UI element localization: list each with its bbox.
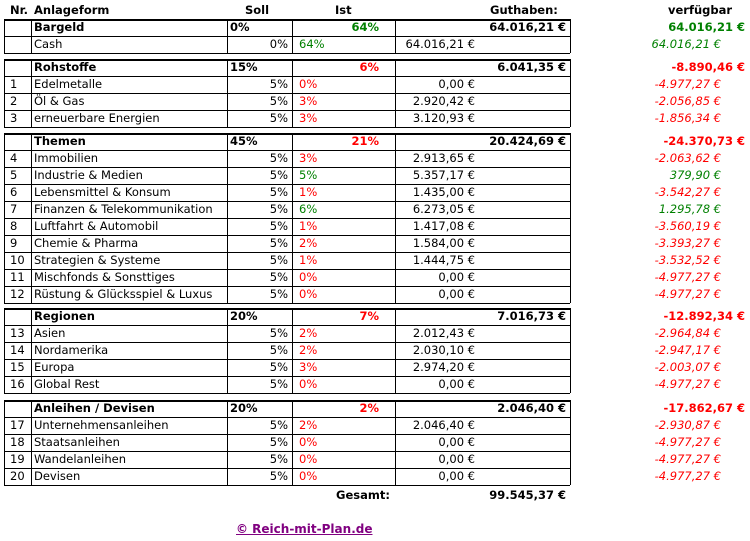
group-row bbox=[0, 59, 750, 76]
item-guthaben: 1.435,00 € bbox=[412, 185, 475, 199]
item-verfuegbar: -4.977,27 € bbox=[654, 452, 721, 466]
item-soll: 5% bbox=[269, 111, 288, 125]
item-soll: 5% bbox=[269, 77, 288, 91]
item-soll: 5% bbox=[269, 94, 288, 108]
item-verfuegbar: -3.393,27 € bbox=[654, 236, 721, 250]
item-nr: 11 bbox=[10, 270, 25, 284]
item-row bbox=[0, 325, 750, 342]
item-name: Devisen bbox=[34, 469, 81, 483]
item-ist: 1% bbox=[299, 185, 318, 199]
item-soll: 5% bbox=[269, 343, 288, 357]
group-verfuegbar: -12.892,34 € bbox=[663, 309, 745, 323]
item-verfuegbar: -3.560,19 € bbox=[654, 219, 721, 233]
item-nr: 2 bbox=[10, 94, 18, 108]
header-nr: Nr. bbox=[10, 3, 29, 17]
item-name: Staatsanleihen bbox=[34, 435, 120, 449]
item-nr: 10 bbox=[10, 253, 25, 267]
group-bottom-border bbox=[4, 303, 570, 304]
item-ist: 2% bbox=[299, 326, 318, 340]
item-ist: 0% bbox=[299, 270, 318, 284]
item-row bbox=[0, 252, 750, 269]
item-ist: 3% bbox=[299, 151, 318, 165]
item-soll: 5% bbox=[269, 435, 288, 449]
item-guthaben: 0,00 € bbox=[438, 452, 475, 466]
item-ist: 3% bbox=[299, 360, 318, 374]
group-soll: 20% bbox=[230, 309, 258, 323]
item-row bbox=[0, 218, 750, 235]
item-nr: 3 bbox=[10, 111, 18, 125]
group-bottom-border bbox=[4, 485, 570, 486]
item-nr: 5 bbox=[10, 168, 18, 182]
item-nr: 15 bbox=[10, 360, 25, 374]
item-name: Industrie & Medien bbox=[34, 168, 143, 182]
item-name: Global Rest bbox=[34, 377, 100, 391]
item-name: Finanzen & Telekommunikation bbox=[34, 202, 213, 216]
group-verfuegbar: 64.016,21 € bbox=[668, 20, 745, 34]
item-nr: 14 bbox=[10, 343, 25, 357]
item-name: Strategien & Systeme bbox=[34, 253, 161, 267]
group-row bbox=[0, 133, 750, 150]
item-verfuegbar: -2.003,07 € bbox=[654, 360, 721, 374]
item-name: Europa bbox=[34, 360, 75, 374]
group-guthaben: 7.016,73 € bbox=[497, 309, 566, 323]
item-guthaben: 0,00 € bbox=[438, 435, 475, 449]
item-soll: 5% bbox=[269, 452, 288, 466]
item-guthaben: 2.913,65 € bbox=[412, 151, 475, 165]
item-soll: 5% bbox=[269, 377, 288, 391]
item-nr: 9 bbox=[10, 236, 18, 250]
item-name: Öl & Gas bbox=[34, 94, 85, 108]
item-verfuegbar: -2.063,62 € bbox=[654, 151, 721, 165]
item-nr: 16 bbox=[10, 377, 25, 391]
item-ist: 0% bbox=[299, 377, 318, 391]
item-verfuegbar: -4.977,27 € bbox=[654, 77, 721, 91]
item-soll: 5% bbox=[269, 326, 288, 340]
item-row bbox=[0, 269, 750, 286]
item-ist: 6% bbox=[299, 202, 318, 216]
item-name: Mischfonds & Sonsttiges bbox=[34, 270, 175, 284]
item-verfuegbar: 379,90 € bbox=[669, 168, 721, 182]
item-verfuegbar: -1.856,34 € bbox=[654, 111, 721, 125]
item-guthaben: 2.030,10 € bbox=[412, 343, 475, 357]
item-guthaben: 0,00 € bbox=[438, 469, 475, 483]
group-ist: 2% bbox=[359, 401, 379, 415]
header-row bbox=[0, 2, 750, 19]
item-row bbox=[0, 434, 750, 451]
group-bottom-border bbox=[4, 393, 570, 394]
item-nr: 12 bbox=[10, 287, 25, 301]
item-row bbox=[0, 93, 750, 110]
item-verfuegbar: 64.016,21 € bbox=[651, 37, 721, 51]
item-row bbox=[0, 417, 750, 434]
item-soll: 5% bbox=[269, 185, 288, 199]
item-ist: 1% bbox=[299, 253, 318, 267]
item-guthaben: 2.046,40 € bbox=[412, 418, 475, 432]
header-guthaben: Guthaben: bbox=[490, 3, 558, 17]
group-bottom-border bbox=[4, 53, 570, 54]
item-row bbox=[0, 167, 750, 184]
item-verfuegbar: -4.977,27 € bbox=[654, 435, 721, 449]
item-ist: 64% bbox=[299, 37, 325, 51]
item-guthaben: 1.444,75 € bbox=[412, 253, 475, 267]
item-row bbox=[0, 201, 750, 218]
group-row bbox=[0, 308, 750, 325]
item-name: Luftfahrt & Automobil bbox=[34, 219, 159, 233]
item-verfuegbar: -4.977,27 € bbox=[654, 270, 721, 284]
item-nr: 13 bbox=[10, 326, 25, 340]
item-guthaben: 1.584,00 € bbox=[412, 236, 475, 250]
group-bottom-border bbox=[4, 127, 570, 128]
item-name: erneuerbare Energien bbox=[34, 111, 160, 125]
item-verfuegbar: 1.295,78 € bbox=[658, 202, 721, 216]
item-nr bbox=[10, 36, 32, 53]
item-verfuegbar: -2.930,87 € bbox=[654, 418, 721, 432]
group-guthaben: 2.046,40 € bbox=[497, 401, 566, 415]
item-soll: 5% bbox=[269, 236, 288, 250]
group-name: Bargeld bbox=[34, 20, 85, 34]
total-label: Gesamt: bbox=[336, 488, 390, 502]
item-soll: 5% bbox=[269, 360, 288, 374]
group-ist: 21% bbox=[351, 134, 379, 148]
item-verfuegbar: -2.964,84 € bbox=[654, 326, 721, 340]
item-nr: 6 bbox=[10, 185, 18, 199]
group-name: Anleihen / Devisen bbox=[34, 401, 155, 415]
item-nr: 7 bbox=[10, 202, 18, 216]
item-guthaben: 1.417,08 € bbox=[412, 219, 475, 233]
group-ist: 7% bbox=[359, 309, 379, 323]
item-row bbox=[0, 451, 750, 468]
item-verfuegbar: -4.977,27 € bbox=[654, 469, 721, 483]
item-name: Immobilien bbox=[34, 151, 99, 165]
item-soll: 5% bbox=[269, 219, 288, 233]
header-verfuegbar: verfügbar bbox=[668, 3, 733, 17]
item-name: Edelmetalle bbox=[34, 77, 103, 91]
footer-link[interactable]: © Reich-mit-Plan.de bbox=[236, 522, 373, 536]
item-ist: 2% bbox=[299, 343, 318, 357]
item-name: Unternehmensanleihen bbox=[34, 418, 169, 432]
item-row bbox=[0, 342, 750, 359]
item-ist: 2% bbox=[299, 236, 318, 250]
item-guthaben: 2.012,43 € bbox=[412, 326, 475, 340]
item-row bbox=[0, 235, 750, 252]
item-nr: 18 bbox=[10, 435, 25, 449]
item-nr: 1 bbox=[10, 77, 18, 91]
item-guthaben: 0,00 € bbox=[438, 377, 475, 391]
item-row bbox=[0, 110, 750, 127]
item-soll: 5% bbox=[269, 469, 288, 483]
item-nr: 8 bbox=[10, 219, 18, 233]
item-name: Chemie & Pharma bbox=[34, 236, 139, 250]
item-verfuegbar: -4.977,27 € bbox=[654, 287, 721, 301]
item-soll: 5% bbox=[269, 168, 288, 182]
group-verfuegbar: -24.370,73 € bbox=[663, 134, 745, 148]
item-row bbox=[0, 150, 750, 167]
item-ist: 3% bbox=[299, 111, 318, 125]
group-ist: 64% bbox=[351, 20, 379, 34]
group-guthaben: 6.041,35 € bbox=[497, 60, 566, 74]
item-ist: 0% bbox=[299, 452, 318, 466]
item-nr: 4 bbox=[10, 151, 18, 165]
item-soll: 5% bbox=[269, 202, 288, 216]
header-ist: Ist bbox=[335, 3, 352, 17]
item-guthaben: 6.273,05 € bbox=[412, 202, 475, 216]
item-soll: 0% bbox=[269, 37, 288, 51]
item-row bbox=[0, 376, 750, 393]
item-row bbox=[0, 468, 750, 485]
group-guthaben: 20.424,69 € bbox=[489, 134, 566, 148]
item-ist: 0% bbox=[299, 287, 318, 301]
group-ist: 6% bbox=[359, 60, 379, 74]
group-verfuegbar: -17.862,67 € bbox=[663, 401, 745, 415]
group-name: Regionen bbox=[34, 309, 95, 323]
item-name: Rüstung & Glücksspiel & Luxus bbox=[34, 287, 213, 301]
item-nr: 20 bbox=[10, 469, 25, 483]
group-guthaben: 64.016,21 € bbox=[489, 20, 566, 34]
total-row bbox=[0, 487, 750, 504]
item-row bbox=[0, 36, 750, 53]
item-ist: 1% bbox=[299, 219, 318, 233]
group-row bbox=[0, 19, 750, 36]
item-guthaben: 64.016,21 € bbox=[405, 37, 475, 51]
item-verfuegbar: -2.056,85 € bbox=[654, 94, 721, 108]
item-soll: 5% bbox=[269, 287, 288, 301]
item-verfuegbar: -3.532,52 € bbox=[654, 253, 721, 267]
item-ist: 0% bbox=[299, 435, 318, 449]
item-guthaben: 5.357,17 € bbox=[412, 168, 475, 182]
item-guthaben: 0,00 € bbox=[438, 270, 475, 284]
header-anlageform: Anlageform bbox=[34, 3, 110, 17]
item-ist: 3% bbox=[299, 94, 318, 108]
item-soll: 5% bbox=[269, 253, 288, 267]
item-verfuegbar: -2.947,17 € bbox=[654, 343, 721, 357]
group-soll: 20% bbox=[230, 401, 258, 415]
item-ist: 2% bbox=[299, 418, 318, 432]
item-name: Asien bbox=[34, 326, 66, 340]
item-guthaben: 0,00 € bbox=[438, 77, 475, 91]
item-soll: 5% bbox=[269, 151, 288, 165]
item-ist: 5% bbox=[299, 168, 318, 182]
item-row bbox=[0, 359, 750, 376]
item-name: Cash bbox=[34, 37, 63, 51]
item-soll: 5% bbox=[269, 270, 288, 284]
group-name: Rohstoffe bbox=[34, 60, 97, 74]
item-guthaben: 0,00 € bbox=[438, 287, 475, 301]
total-value: 99.545,37 € bbox=[489, 488, 566, 502]
item-guthaben: 3.120,93 € bbox=[412, 111, 475, 125]
item-row bbox=[0, 184, 750, 201]
item-nr: 19 bbox=[10, 452, 25, 466]
header-soll: Soll bbox=[245, 3, 270, 17]
group-soll: 0% bbox=[230, 20, 250, 34]
item-verfuegbar: -4.977,27 € bbox=[654, 377, 721, 391]
group-name: Themen bbox=[34, 134, 86, 148]
item-nr: 17 bbox=[10, 418, 25, 432]
item-row bbox=[0, 286, 750, 303]
item-guthaben: 2.920,42 € bbox=[412, 94, 475, 108]
item-guthaben: 2.974,20 € bbox=[412, 360, 475, 374]
group-soll: 45% bbox=[230, 134, 258, 148]
group-row bbox=[0, 400, 750, 417]
item-row bbox=[0, 76, 750, 93]
item-name: Nordamerika bbox=[34, 343, 109, 357]
item-ist: 0% bbox=[299, 77, 318, 91]
item-soll: 5% bbox=[269, 418, 288, 432]
item-name: Wandelanleihen bbox=[34, 452, 126, 466]
item-ist: 0% bbox=[299, 469, 318, 483]
group-verfuegbar: -8.890,46 € bbox=[671, 60, 745, 74]
item-name: Lebensmittel & Konsum bbox=[34, 185, 171, 199]
group-soll: 15% bbox=[230, 60, 258, 74]
item-verfuegbar: -3.542,27 € bbox=[654, 185, 721, 199]
